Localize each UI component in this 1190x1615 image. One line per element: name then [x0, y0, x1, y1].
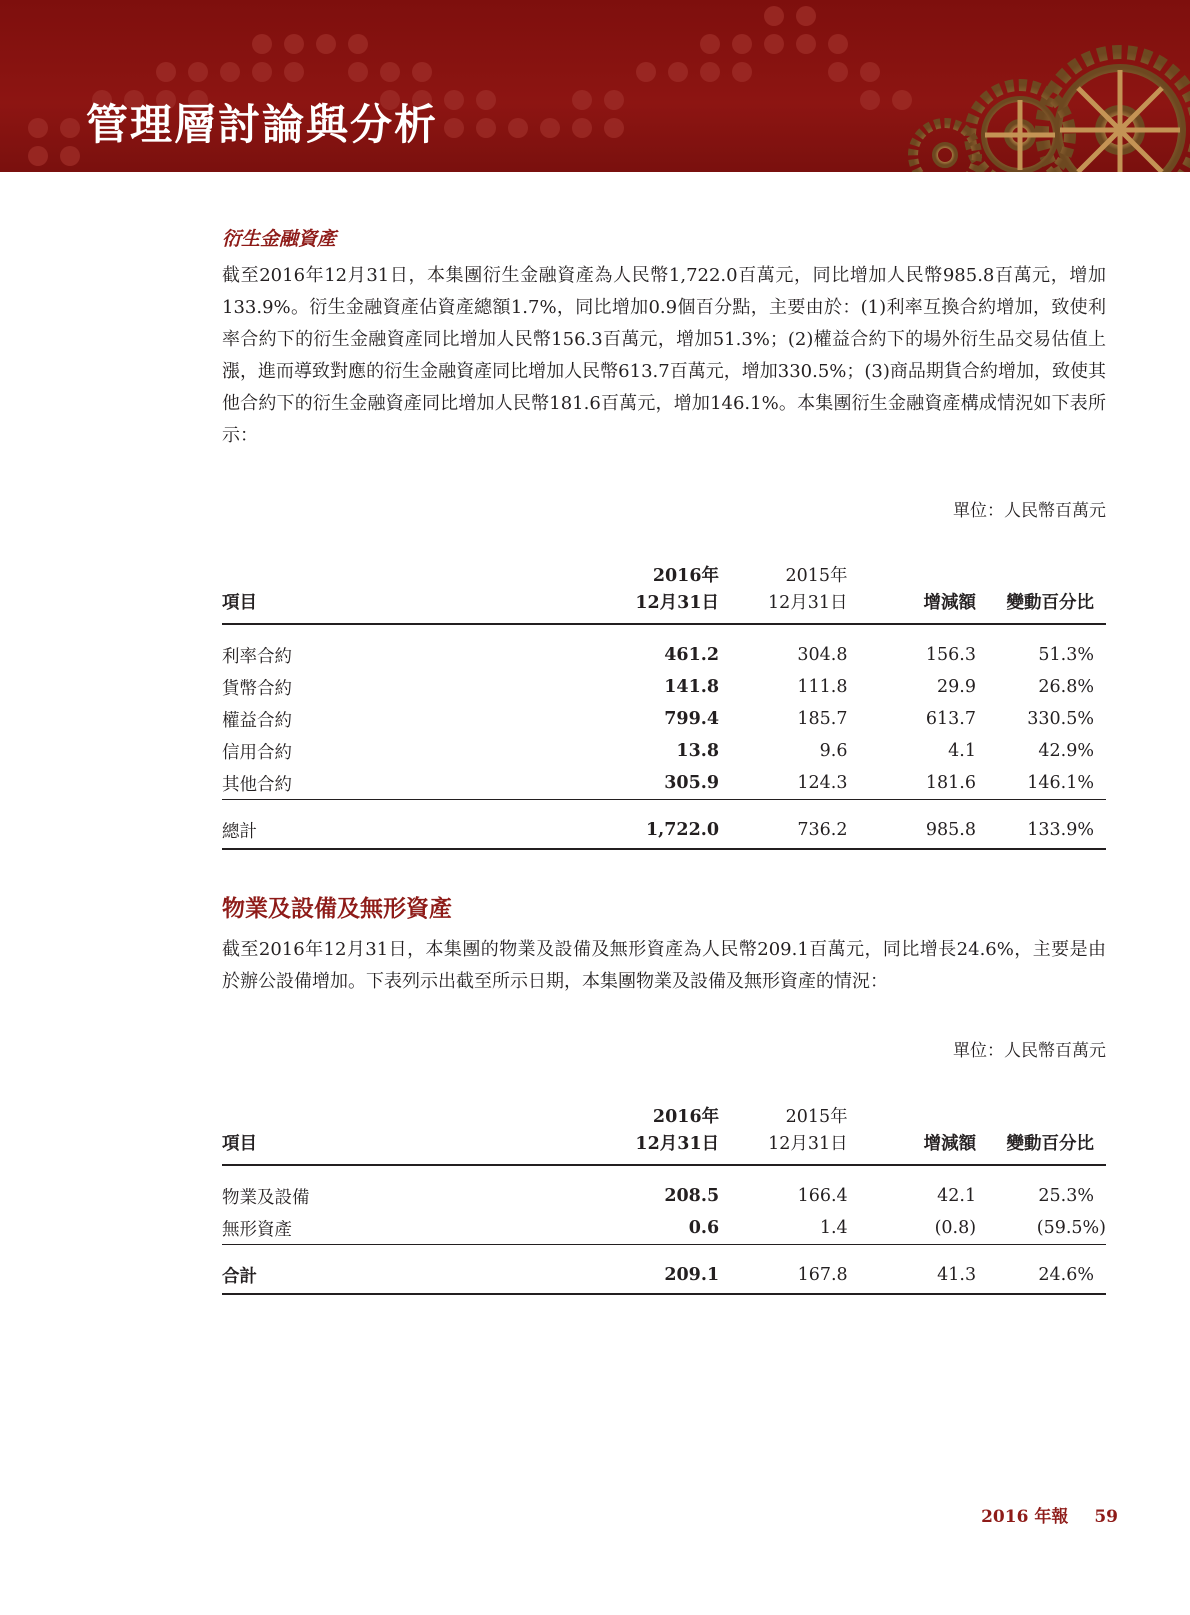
total-change: 985.8 [848, 812, 976, 849]
property-table [222, 1096, 1106, 1295]
row-2016: 305.9 [590, 767, 719, 800]
table-row [222, 1180, 1106, 1212]
property-unit-label: 單位：人民幣百萬元 [953, 1041, 1106, 1061]
row-2015: 185.7 [797, 709, 848, 729]
page-title: 管理層討論與分析 [86, 100, 439, 149]
total-2015: 167.8 [719, 1257, 848, 1294]
row-2016: 208.5 [664, 1186, 720, 1206]
total-row [222, 812, 1106, 849]
row-change: 4.1 [948, 741, 976, 761]
row-pct: (59.5%) [976, 1212, 1106, 1245]
row-change: 29.9 [937, 677, 976, 697]
col-2016-date: 12月31日 [590, 587, 719, 624]
property-paragraph [222, 934, 1106, 998]
row-item: 信用合約 [222, 742, 292, 763]
col-2015-year: 2015年 [785, 566, 848, 586]
total-row [222, 1257, 1106, 1294]
row-pct: 330.5% [1027, 709, 1094, 729]
row-2015: 166.4 [797, 1186, 848, 1206]
total-2015: 736.2 [719, 812, 847, 849]
col-pct: 變動百分比 [976, 1128, 1106, 1165]
table-row [222, 703, 1106, 735]
total-2016: 1,722.0 [590, 812, 719, 849]
row-2016: 13.8 [676, 741, 720, 761]
col-item: 項目 [222, 587, 590, 624]
row-2015: 111.8 [797, 677, 848, 697]
derivatives-paragraph-text: 截至2016年12月31日，本集團衍生金融資產為人民幣1,722.0百萬元，同比增加人民幣985.8百萬元，增加133.9%。衍生金融資產佔資產總額1.7%，同比增加0.9個百分點，主要由於：(1)利率互換合約增加，致使利率合約下的衍生金融資產同比增加人民幣156.3百萬元，增加51.3%；(2)權益合約下的場外衍生品交易估值上漲，進而導致對應的衍生金融資產同比增加人民幣613.7百萬元，增加330.5%；(3)商品期貨合約增加，致使其他合約下的衍生金融資產同比增加人民幣181.6百萬元，增加146.1%。本集團衍生金融資產構成情況如下表所示： [222, 265, 1106, 446]
row-change: (0.8) [848, 1212, 976, 1245]
row-item: 貨幣合約 [222, 678, 292, 699]
derivatives-heading: 衍生金融資產 [222, 228, 337, 250]
row-change: 181.6 [848, 767, 976, 800]
row-change: 156.3 [925, 645, 976, 665]
col-2015-date: 12月31日 [719, 587, 847, 624]
col-2016-year: 2016年 [652, 1107, 720, 1127]
table-row [222, 767, 1106, 800]
row-2016: 461.2 [664, 645, 720, 665]
table-row [222, 639, 1106, 671]
gears-illustration [900, 30, 1190, 172]
row-item: 權益合約 [222, 710, 292, 731]
col-pct: 變動百分比 [976, 587, 1106, 624]
row-item: 物業及設備 [222, 1187, 310, 1208]
row-pct: 146.1% [976, 767, 1106, 800]
derivatives-unit-label: 單位：人民幣百萬元 [953, 501, 1106, 521]
derivatives-paragraph [222, 260, 1106, 452]
total-pct: 133.9% [976, 812, 1106, 849]
col-2016-date: 12月31日 [591, 1128, 720, 1165]
col-change: 增減額 [848, 1128, 976, 1165]
row-pct: 26.8% [1038, 677, 1094, 697]
total-item: 合計 [222, 1257, 591, 1294]
property-paragraph-text: 截至2016年12月31日，本集團的物業及設備及無形資產為人民幣209.1百萬元，同比增長24.6%，主要是由於辦公設備增加。下表列示出截至所示日期，本集團物業及設備及無形資產的情況： [222, 939, 1106, 992]
row-pct: 42.9% [1038, 741, 1094, 761]
table-header-row [222, 1096, 1106, 1128]
row-2015: 1.4 [719, 1212, 848, 1245]
total-item: 總計 [222, 812, 590, 849]
table-row [222, 1212, 1106, 1245]
annual-report-label: 2016 年報 [981, 1507, 1069, 1527]
row-item: 其他合約 [222, 767, 590, 800]
col-2015-date: 12月31日 [719, 1128, 848, 1165]
table-header-row [222, 1128, 1106, 1165]
row-pct: 25.3% [1038, 1186, 1094, 1206]
total-pct: 24.6% [976, 1257, 1106, 1294]
table-header-row [222, 587, 1106, 624]
header-banner [0, 0, 1190, 172]
row-item: 無形資產 [222, 1212, 591, 1245]
row-change: 42.1 [937, 1186, 977, 1206]
col-2015-year: 2015年 [785, 1107, 848, 1127]
total-2016: 209.1 [591, 1257, 720, 1294]
row-2016: 799.4 [664, 709, 720, 729]
page-footer [981, 1502, 1118, 1527]
col-2016-year: 2016年 [652, 566, 720, 586]
table-row [222, 671, 1106, 703]
row-item: 利率合約 [222, 646, 292, 667]
derivatives-table [222, 555, 1106, 850]
page-number: 59 [1094, 1507, 1118, 1527]
property-heading: 物業及設備及無形資產 [222, 895, 452, 922]
table-row [222, 735, 1106, 767]
col-item: 項目 [222, 1128, 591, 1165]
table-header-row [222, 555, 1106, 587]
row-2016: 0.6 [591, 1212, 720, 1245]
row-change: 613.7 [925, 709, 976, 729]
row-2016: 141.8 [664, 677, 720, 697]
row-pct: 51.3% [1038, 645, 1094, 665]
row-2015: 124.3 [719, 767, 847, 800]
col-change: 增減額 [848, 587, 976, 624]
total-change: 41.3 [848, 1257, 976, 1294]
row-2015: 304.8 [797, 645, 848, 665]
row-2015: 9.6 [819, 741, 848, 761]
